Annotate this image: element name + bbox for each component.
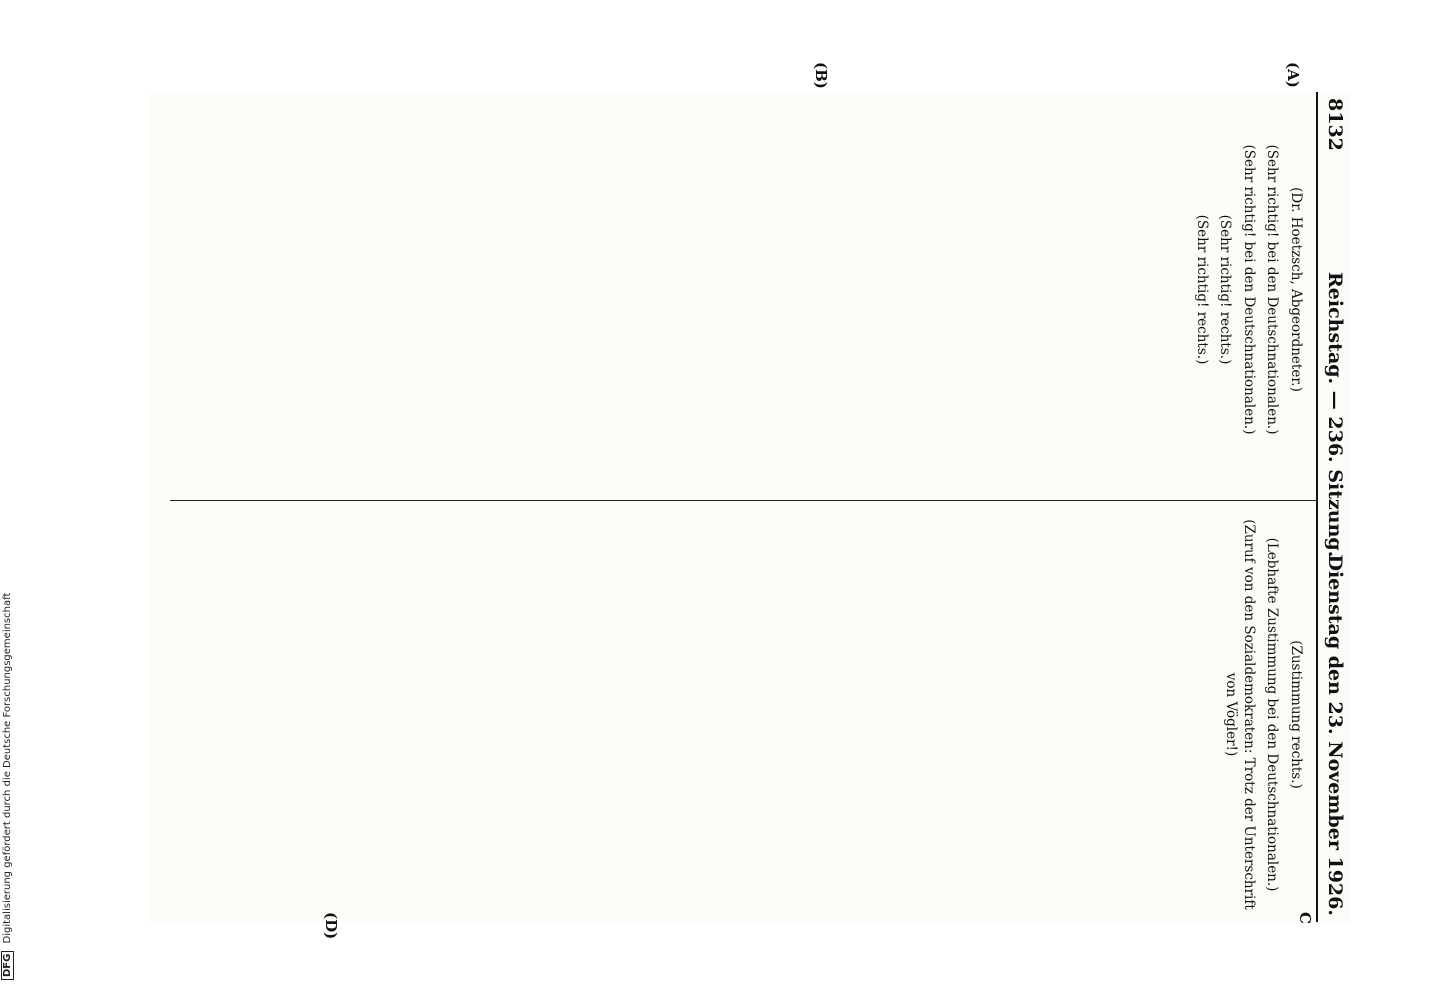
header-title: Reichstag. — 236. Sitzung. [1324,272,1346,558]
document-page [150,62,1350,940]
speaker-line: (Dr. Hoetzsch, Abgeordneter.) [1288,187,1304,392]
interjection: (Sehr richtig! bei den Deutschnationalen.) [1264,144,1281,435]
dfg-watermark [1,592,21,980]
watermark-text: Digitalisierung gefördert durch die Deutsche Forschungsgemeinschaft [2,592,13,944]
page-number: 8132 [1324,98,1346,151]
interjection: (Zustimmung rechts.) [1288,640,1304,789]
margin-letter-a: (A) [1284,62,1302,88]
column-divider [170,500,1316,501]
margin-letter-c: C [1296,912,1314,924]
left-column [160,92,1310,487]
rotated-page-content [150,62,1350,940]
dfg-logo: DFG [1,951,14,980]
interjection: (Lebhafte Zustimmung bei den Deutschnationalen.) [1264,537,1281,892]
interjection: (Sehr richtig! rechts.) [1194,214,1210,365]
interjection: (Zuruf von den Sozialdemokraten: Trotz der Unterschrift von Vögler!) [1223,519,1257,910]
header-date: Dienstag den 23. November 1926. [1324,554,1346,916]
margin-letter-b: (B) [812,62,830,89]
right-column [160,512,1310,917]
margin-letter-d: (D) [322,912,340,940]
page-header [1316,92,1350,922]
interjection: (Sehr richtig! rechts.) [1217,214,1234,365]
interjection: (Sehr richtig! bei den Deutschnationalen.) [1241,144,1257,435]
